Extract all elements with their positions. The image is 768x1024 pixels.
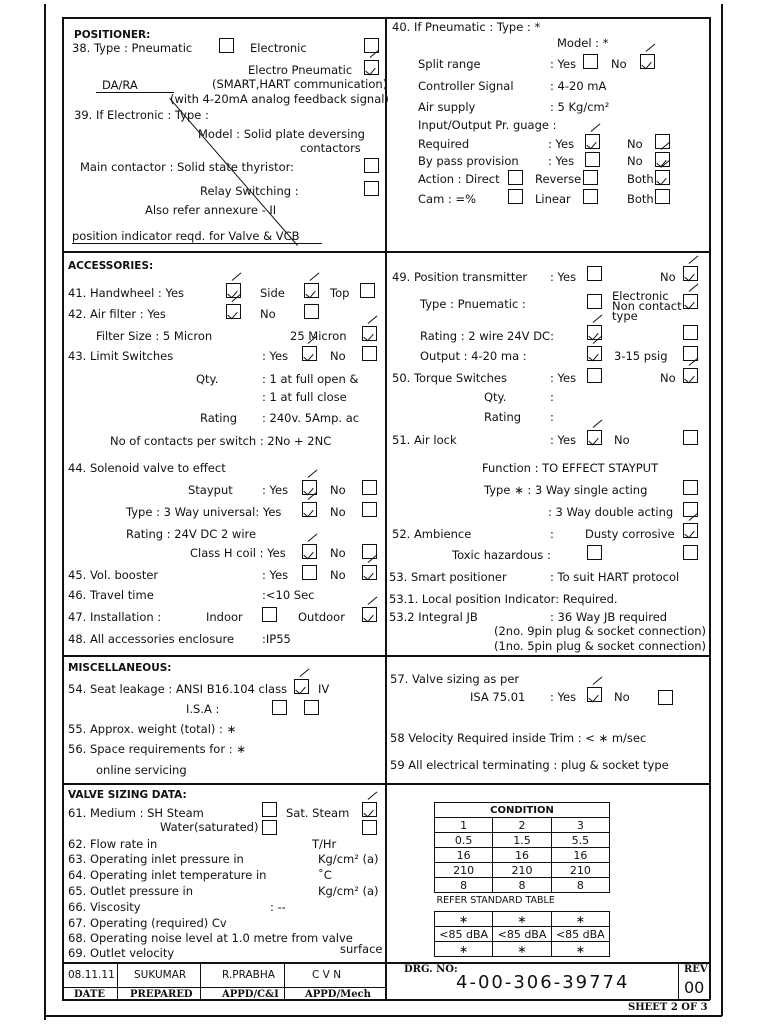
field-p49c: No <box>660 270 676 284</box>
field-p49h: Rating : 2 wire 24V DC: <box>420 329 554 343</box>
condition-cell: 16 <box>551 848 609 863</box>
field-m54c: I.S.A : <box>186 702 220 716</box>
condition-cell: <85 dBA <box>551 927 609 942</box>
field-r40l: : Yes <box>548 137 575 151</box>
condition-cell: ∗ <box>551 942 609 957</box>
field-m56: 56. Space requirements for : ∗ <box>68 742 246 756</box>
condition-cell: 1 <box>435 818 493 833</box>
field-s69: 69. Outlet velocity <box>68 946 175 960</box>
checkbox-37[interactable] <box>587 294 602 309</box>
field-n59: 59 All electrical terminating : plug & socket type <box>390 758 669 772</box>
field-r40r: Reverse <box>535 172 582 186</box>
checkbox-41[interactable] <box>587 346 602 361</box>
condition-cell: ∗ <box>435 942 493 957</box>
checkbox-20[interactable] <box>226 304 241 319</box>
form-border-left <box>62 17 64 1000</box>
field-p50e: : <box>550 390 554 404</box>
condition-header-row <box>435 818 610 833</box>
condition-row <box>435 927 610 942</box>
condition-title: CONDITION <box>435 803 610 818</box>
field-a42: 42. Air filter : Yes <box>68 307 166 321</box>
field-n57b: ISA 75.01 <box>470 690 526 704</box>
checkbox-11[interactable] <box>508 170 523 185</box>
field-r40e: No <box>611 57 627 71</box>
checkbox-58[interactable] <box>362 802 377 817</box>
footer-prepared: SUKUMAR <box>134 969 187 981</box>
field-p49i: Output : 4-20 ma : <box>420 349 527 363</box>
checkbox-32[interactable] <box>362 565 377 580</box>
field-a43h: : 240v. 5Amp. ac <box>262 411 360 425</box>
field-a44h: Class H coil : Yes <box>190 546 286 560</box>
field-p51d: Function : TO EFFECT STAYPUT <box>482 461 659 475</box>
field-s68: 68. Operating noise level at 1.0 metre from valve <box>68 931 353 945</box>
vcb-underline <box>72 243 322 244</box>
checkbox-49[interactable] <box>683 523 698 538</box>
field-r40n: By pass provision <box>418 154 519 168</box>
checkbox-59[interactable] <box>262 820 277 835</box>
field-a48: 48. All accessories enclosure <box>68 632 235 646</box>
checkbox-31[interactable] <box>302 565 317 580</box>
checkbox-60[interactable] <box>362 820 377 835</box>
condition-cell: 16 <box>493 848 551 863</box>
field-p51e: Type ∗ : 3 Way single acting <box>484 483 648 497</box>
checkbox-7[interactable] <box>585 134 600 149</box>
field-r40p: No <box>627 154 643 168</box>
field-s61: 61. Medium : SH Steam <box>68 806 204 820</box>
field-a44f: No <box>330 505 346 519</box>
field-l39c: contactors <box>300 141 361 155</box>
footer-appd-ci: R.PRABHA <box>222 969 275 981</box>
field-p51c: No <box>614 433 630 447</box>
field-p49j: 3-15 psig <box>614 349 668 363</box>
field-p51b: : Yes <box>550 433 577 447</box>
condition-cell: 8 <box>551 878 609 893</box>
checkbox-9[interactable] <box>585 152 600 167</box>
field-a43g: Rating <box>200 411 238 425</box>
field-a46: 46. Travel time <box>68 588 154 602</box>
field-r40f: Controller Signal <box>418 79 514 93</box>
checkbox-23[interactable] <box>302 346 317 361</box>
condition-cell: 2 <box>493 818 551 833</box>
footer-label-date: DATE <box>74 989 105 1000</box>
field-p51: 51. Air lock <box>392 433 457 447</box>
field-a44d: No <box>330 483 346 497</box>
checkbox-33[interactable] <box>262 607 277 622</box>
field-r40d: : Yes <box>550 57 577 71</box>
field-a43d: Qty. <box>196 372 219 386</box>
checkbox-27[interactable] <box>302 502 317 517</box>
field-s65: 65. Outlet pressure in <box>68 884 194 898</box>
field-a42b: No <box>260 307 276 321</box>
field-p52d: Toxic hazardous : <box>452 548 551 562</box>
field-s66b: : -- <box>270 900 286 914</box>
field-s67: 67. Operating (required) Cv <box>68 916 227 930</box>
drawing-number-label: DRG. NO: <box>404 964 458 975</box>
field-r40h: Air supply <box>418 100 476 114</box>
field-r40v: Both <box>627 192 654 206</box>
checkbox-16[interactable] <box>655 189 670 204</box>
field-s64: 64. Operating inlet temperature in <box>68 868 267 882</box>
field-a47c: Outdoor <box>298 610 345 624</box>
field-a46b: :<10 Sec <box>262 588 315 602</box>
field-r40j: Input/Output Pr. guage : <box>418 118 557 132</box>
field-p49e: Electronic <box>612 289 669 303</box>
row-divider-2 <box>62 655 710 657</box>
field-m56b: online servicing <box>96 763 187 777</box>
revision-number: 00 <box>684 978 705 997</box>
field-l39g: position indicator reqd. for Valve & VCB <box>72 229 300 243</box>
checkbox-14[interactable] <box>508 189 523 204</box>
checkbox-55[interactable] <box>587 687 602 702</box>
field-a41c: Top <box>330 286 350 300</box>
checkbox-19[interactable] <box>360 283 375 298</box>
field-m54: 54. Seat leakage : ANSI B16.104 class <box>68 682 288 696</box>
footer-col-1 <box>117 962 118 999</box>
field-p532: 53.2 Integral JB <box>389 610 478 624</box>
footer-label-prepared: PREPARED <box>130 989 193 1000</box>
dara-underline <box>96 92 174 93</box>
field-r40b: Model : * <box>557 36 609 50</box>
field-r40m: No <box>627 137 643 151</box>
checkbox-35[interactable] <box>587 266 602 281</box>
field-a43e: : 1 at full open & <box>262 372 359 386</box>
section-positioner: POSITIONER: <box>74 29 151 41</box>
field-a41: 41. Handwheel : Yes <box>68 286 185 300</box>
checkbox-28[interactable] <box>362 502 377 517</box>
footer-col-2 <box>200 962 201 999</box>
checkbox-18[interactable] <box>304 283 319 298</box>
field-r40s: Both <box>627 172 654 186</box>
section-accessories: ACCESSORIES: <box>68 260 154 272</box>
checkbox-40[interactable] <box>683 325 698 340</box>
field-p49g: type <box>612 309 638 323</box>
condition-row <box>435 833 610 848</box>
checkbox-2[interactable] <box>364 60 379 75</box>
field-p49: 49. Position transmitter <box>392 270 528 284</box>
footer-divider <box>62 962 710 964</box>
condition-row <box>435 912 610 927</box>
field-p50b: : Yes <box>550 371 577 385</box>
field-p531: 53.1. Local position Indicator: Required. <box>389 592 618 606</box>
condition-table <box>434 802 610 957</box>
condition-cell: 8 <box>493 878 551 893</box>
field-n57c: : Yes <box>550 690 577 704</box>
field-r40g: : 4-20 mA <box>550 79 607 93</box>
checkbox-0[interactable] <box>219 38 234 53</box>
checkbox-44[interactable] <box>683 368 698 383</box>
revision-label: REV <box>684 964 708 975</box>
field-p532c: (2no. 9pin plug & socket connection) <box>494 624 707 638</box>
field-r40c: Split range <box>418 57 481 71</box>
field-a44e: Type : 3 Way universal: Yes <box>126 505 282 519</box>
field-a43c: No <box>330 349 346 363</box>
field-p52c: Dusty corrosive <box>585 527 675 541</box>
condition-cell: 1.5 <box>493 833 551 848</box>
field-s68b: surface <box>340 942 383 956</box>
field-a43: 43. Limit Switches <box>68 349 174 363</box>
field-m55: 55. Approx. weight (total) : ∗ <box>68 722 237 736</box>
checkbox-50[interactable] <box>587 545 602 560</box>
condition-cell: ∗ <box>435 912 493 927</box>
section-valve-sizing: VALVE SIZING DATA: <box>68 789 187 801</box>
checkbox-12[interactable] <box>583 170 598 185</box>
outer-border-bottom <box>44 1015 722 1017</box>
field-a43i: No of contacts per switch : 2No + 2NC <box>110 434 332 448</box>
field-a47: 47. Installation : <box>68 610 162 624</box>
row-divider-1 <box>62 251 710 253</box>
field-p50d: Qty. <box>484 390 507 404</box>
footer-label-ci: APPD/C&I <box>222 989 279 1000</box>
condition-cell: ∗ <box>493 942 551 957</box>
field-s66: 66. Viscosity <box>68 900 141 914</box>
condition-cell: 8 <box>435 878 493 893</box>
refer-standard-table: REFER STANDARD TABLE <box>436 894 555 906</box>
field-p532d: (1no. 5pin plug & socket connection) <box>494 639 707 653</box>
field-l38: 38. Type : Pneumatic <box>72 41 193 55</box>
condition-cell: 0.5 <box>435 833 493 848</box>
field-p49d: Type : Pnuematic : <box>420 297 526 311</box>
checkbox-53[interactable] <box>272 700 287 715</box>
field-r40t: Cam : =% <box>418 192 477 206</box>
checkbox-3[interactable] <box>364 158 379 173</box>
field-s63: 63. Operating inlet pressure in <box>68 852 244 866</box>
field-p49f: Non contact <box>612 299 682 313</box>
field-a43f: : 1 at full close <box>262 390 347 404</box>
field-p53: 53. Smart positioner <box>389 570 507 584</box>
field-a44: 44. Solenoid valve to effect <box>68 461 226 475</box>
field-s64b: ˚C <box>318 868 332 882</box>
field-l39f: Also refer annexure - II <box>145 203 277 217</box>
field-n57: 57. Valve sizing as per <box>390 672 520 686</box>
field-s65b: Kg/cm² (a) <box>318 884 379 898</box>
field-n57d: No <box>614 690 630 704</box>
field-l39e: Relay Switching : <box>200 184 299 198</box>
footer-col-3 <box>284 962 285 999</box>
condition-row <box>435 848 610 863</box>
field-s62b: T/Hr <box>312 837 337 851</box>
section-miscellaneous: MISCELLANEOUS: <box>68 662 172 674</box>
condition-cell: ∗ <box>493 912 551 927</box>
field-a44i: No <box>330 546 346 560</box>
field-s62: 62. Flow rate in <box>68 837 158 851</box>
condition-row <box>435 863 610 878</box>
checkbox-34[interactable] <box>362 607 377 622</box>
checkbox-13[interactable] <box>655 170 670 185</box>
checkbox-5[interactable] <box>583 54 598 69</box>
condition-cell: 210 <box>551 863 609 878</box>
center-divider <box>385 17 387 1000</box>
field-a48b: :IP55 <box>262 632 291 646</box>
condition-row <box>435 878 610 893</box>
field-s63b: Kg/cm² (a) <box>318 852 379 866</box>
field-a45b: : Yes <box>262 568 289 582</box>
checkbox-36[interactable] <box>683 266 698 281</box>
checkbox-38[interactable] <box>683 294 698 309</box>
checkbox-52[interactable] <box>294 679 309 694</box>
field-p53b: : To suit HART protocol <box>550 570 680 584</box>
condition-cell: 210 <box>493 863 551 878</box>
field-r40o: : Yes <box>548 154 575 168</box>
condition-cell: 16 <box>435 848 493 863</box>
field-l38e: (with 4-20mA analog feedback signal) <box>170 92 389 106</box>
field-a43b: : Yes <box>262 349 289 363</box>
field-a47b: Indoor <box>206 610 243 624</box>
field-r40k: Required <box>418 137 470 151</box>
condition-cell: <85 dBA <box>493 927 551 942</box>
field-l38b: Electronic <box>250 41 307 55</box>
field-l38d: (SMART,HART communication) <box>212 77 388 91</box>
checkbox-15[interactable] <box>583 189 598 204</box>
field-r40u: Linear <box>535 192 571 206</box>
field-p49b: : Yes <box>550 270 577 284</box>
condition-cell: ∗ <box>551 912 609 927</box>
rev-divider <box>678 962 679 999</box>
field-l38c: Electro Pneumatic <box>248 63 353 77</box>
checkbox-29[interactable] <box>302 544 317 559</box>
field-p50c: No <box>660 371 676 385</box>
field-n58: 58 Velocity Required inside Trim : < ∗ m/sec <box>390 731 647 745</box>
field-r40: 40. If Pneumatic : Type : * <box>392 20 541 34</box>
field-l39: 39. If Electronic : Type : <box>74 108 209 122</box>
checkbox-46[interactable] <box>683 430 698 445</box>
field-dara: DA/RA <box>102 78 138 92</box>
checkbox-6[interactable] <box>640 54 655 69</box>
field-m54b: IV <box>318 682 330 696</box>
outer-border-right <box>721 4 723 1016</box>
field-p50f: Rating <box>484 410 522 424</box>
footer-label-mech: APPD/Mech <box>305 989 371 1000</box>
condition-cell: 5.5 <box>551 833 609 848</box>
field-r40q: Action : Direct <box>418 172 500 186</box>
checkbox-43[interactable] <box>587 368 602 383</box>
checkbox-56[interactable] <box>658 690 673 705</box>
field-a44c: : Yes <box>262 483 289 497</box>
field-a45c: No <box>330 568 346 582</box>
field-p50: 50. Torque Switches <box>392 371 507 385</box>
footer-appd-mech: C V N <box>312 969 342 981</box>
condition-cell: 3 <box>551 818 609 833</box>
checkbox-47[interactable] <box>683 480 698 495</box>
field-p50g: : <box>550 410 554 424</box>
checkbox-21[interactable] <box>304 304 319 319</box>
checkbox-4[interactable] <box>364 181 379 196</box>
field-p51f: : 3 Way double acting <box>548 505 674 519</box>
field-a44g: Rating : 24V DC 2 wire <box>126 527 257 541</box>
footer-label-divider <box>62 987 385 988</box>
field-s61b: Sat. Steam <box>286 806 350 820</box>
field-l39b: Model : Solid plate deversing <box>198 127 365 141</box>
checkbox-24[interactable] <box>362 346 377 361</box>
checkbox-54[interactable] <box>304 700 319 715</box>
field-l39d: Main contactor : Solid state thyristor: <box>80 160 295 174</box>
outer-border-left <box>44 4 46 1020</box>
field-r40i: : 5 Kg/cm² <box>550 100 610 114</box>
field-a42c: Filter Size : 5 Micron <box>96 329 213 343</box>
field-a45: 45. Vol. booster <box>68 568 159 582</box>
field-s61c: Water(saturated) <box>160 820 259 834</box>
sheet-number: SHEET 2 OF 3 <box>628 1002 708 1013</box>
field-a44b: Stayput <box>188 483 233 497</box>
condition-cell: 210 <box>435 863 493 878</box>
checkbox-51[interactable] <box>683 545 698 560</box>
condition-cell: <85 dBA <box>435 927 493 942</box>
checkbox-57[interactable] <box>262 802 277 817</box>
field-p532b: : 36 Way JB required <box>550 610 668 624</box>
field-p52: 52. Ambience <box>392 527 472 541</box>
field-a42d: 25 Micron <box>290 329 347 343</box>
condition-row <box>435 942 610 957</box>
checkbox-26[interactable] <box>362 480 377 495</box>
checkbox-22[interactable] <box>362 326 377 341</box>
field-p52b: : <box>550 527 554 541</box>
field-a41b: Side <box>260 286 285 300</box>
form-border-right <box>709 17 711 1000</box>
drawing-number: 4-00-306-39774 <box>456 972 630 993</box>
footer-date: 08.11.11 <box>68 969 115 981</box>
checkbox-45[interactable] <box>587 430 602 445</box>
row-divider-3 <box>62 783 710 785</box>
